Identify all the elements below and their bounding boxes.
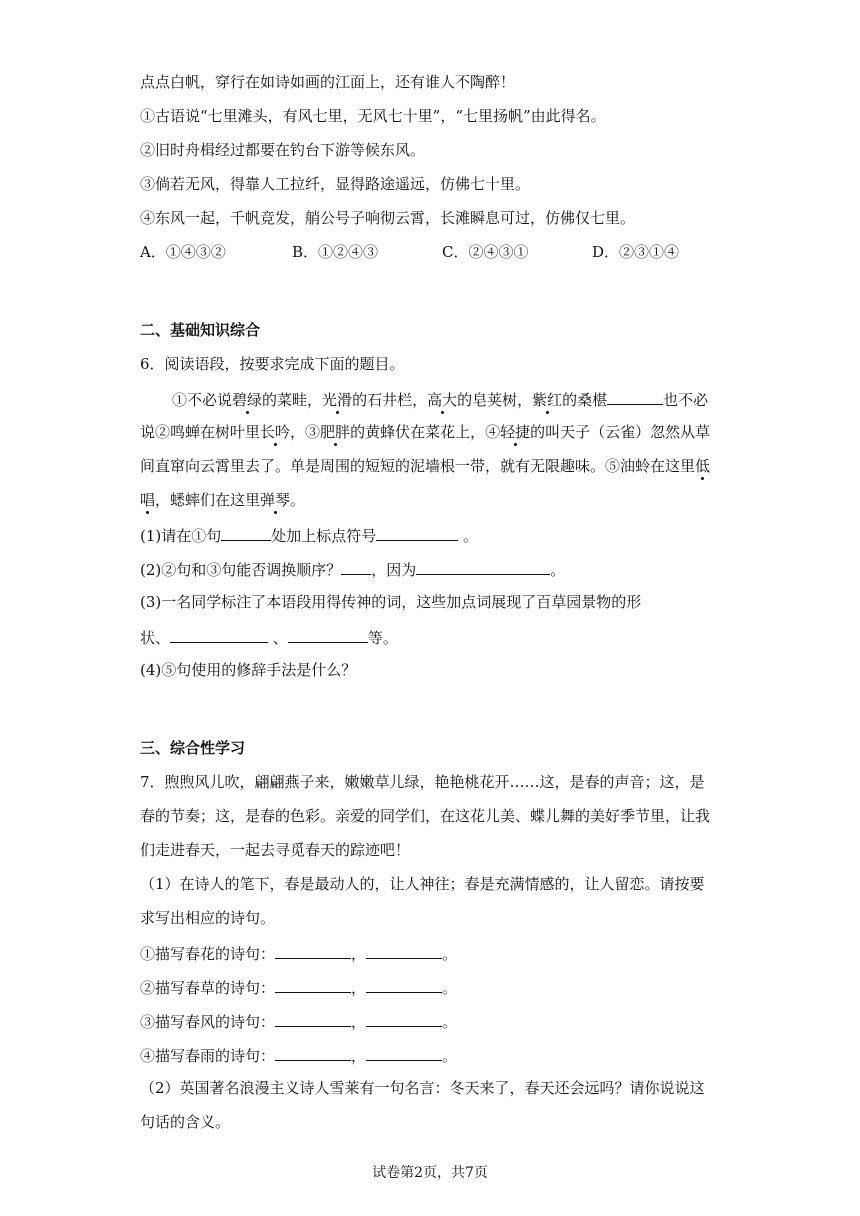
sub-text: ，因为: [371, 561, 417, 579]
answer-blank[interactable]: [221, 524, 271, 541]
poem-line-rain: [140, 1044, 457, 1066]
passage-text: 也不必: [663, 391, 709, 409]
dotted-word: 低: [695, 457, 711, 475]
poem-prompt: ②描写春草的诗句：: [140, 979, 276, 997]
dotted-word: 肥胖: [320, 423, 351, 441]
answer-blank[interactable]: [341, 558, 371, 575]
q6-passage-line-3: [140, 456, 710, 476]
q5-option-b[interactable]: B．①②④③: [292, 243, 379, 261]
answer-blank[interactable]: [288, 626, 368, 643]
q5-item-4: ④东风一起，千帆竞发，艄公号子响彻云霄，长滩瞬息可过，仿佛仅七里。: [140, 209, 636, 227]
answer-blank[interactable]: [275, 976, 351, 993]
sub-text: 。: [463, 527, 479, 545]
dotted-word: 光滑: [322, 391, 353, 409]
dotted-word: 弹琴: [260, 491, 291, 509]
answer-blank[interactable]: [170, 626, 268, 643]
passage-text: 的皂荚树，: [457, 391, 533, 409]
passage-text: 的桑椹: [562, 391, 608, 409]
q6-sub2: [140, 558, 565, 580]
dotted-word: 碧绿: [232, 391, 263, 409]
punctuation-blank[interactable]: [607, 388, 663, 405]
q7-line-1: 7．煦煦风儿吹，翩翩燕子来，嫩嫩草儿绿，艳艳桃花开……这，是春的声音；这，是: [140, 773, 705, 791]
q6-sub1: [140, 524, 478, 546]
sub-text: (1)请在①句: [140, 527, 222, 545]
answer-blank[interactable]: [275, 942, 351, 959]
q6-stem: 6．阅读语段，按要求完成下面的题目。: [140, 355, 405, 373]
dotted-word: 唱: [140, 491, 156, 509]
passage-text: 的菜畦，: [262, 391, 323, 409]
poem-comma: ，: [351, 1047, 367, 1065]
sub-text: 、: [272, 629, 288, 647]
q5-intro-tail: 点点白帆，穿行在如诗如画的江面上，还有谁人不陶醉！: [140, 73, 516, 91]
q5-option-a[interactable]: A．①④③②: [140, 243, 226, 261]
passage-text: 的石井栏，: [352, 391, 428, 409]
poem-period: 。: [442, 1013, 458, 1031]
q7-line-2: 春的节奏；这，是春的色彩。亲爱的同学们，在这花儿美、蝶儿舞的美好季节里，让我: [140, 807, 711, 825]
sub-text: 等。: [367, 629, 398, 647]
q7-sub2-line-1: （2）英国著名浪漫主义诗人雪莱有一句名言：冬天来了，春天还会远吗？请你说说这: [140, 1079, 705, 1097]
poem-period: 。: [442, 979, 458, 997]
poem-line-flower: [140, 942, 457, 964]
dotted-word: 紫红: [532, 391, 563, 409]
poem-prompt: ①描写春花的诗句：: [140, 945, 276, 963]
dotted-word: 长吟: [260, 423, 291, 441]
poem-line-grass: [140, 976, 457, 998]
poem-line-wind: [140, 1010, 457, 1032]
q6-sub3-line-1: (3)一名同学标注了本语段用得传神的词，这些加点词展现了百草园景物的形: [140, 593, 642, 611]
q5-item-3: ③倘若无风，得靠人工拉纤，显得路途遥远，仿佛七十里。: [140, 175, 531, 193]
poem-comma: ，: [351, 979, 367, 997]
passage-text: 的黄蜂伏在菜花上，④: [350, 423, 501, 441]
q6-sub4: (4)⑤句使用的修辞手法是什么？: [140, 661, 357, 679]
q7-line-3: 们走进春天，一起去寻觅春天的踪迹吧！: [140, 841, 411, 859]
dotted-word: 轻捷: [500, 423, 531, 441]
poem-prompt: ③描写春风的诗句：: [140, 1013, 276, 1031]
section2-title: 二、基础知识综合: [140, 321, 261, 339]
q5-item-2: ②旧时舟楫经过都要在钓台下游等候东风。: [140, 141, 426, 159]
poem-period: 。: [442, 1047, 458, 1065]
poem-comma: ，: [351, 1013, 367, 1031]
q6-passage-line-2: [140, 422, 710, 442]
poem-prompt: ④描写春雨的诗句：: [140, 1047, 276, 1065]
passage-text: 间直窜向云霄里去了。单是周围的短短的泥墙根一带，就有无限趣味。⑤油蛉在这里: [140, 457, 696, 475]
poem-period: 。: [442, 945, 458, 963]
page-footer: 试卷第2页，共7页: [372, 1165, 488, 1181]
answer-blank[interactable]: [366, 1044, 442, 1061]
q7-sub1-line-1: （1）在诗人的笔下，春是最动人的，让人神往；春是充满情感的，让人留恋。请按要: [140, 875, 705, 893]
dotted-word: 高大: [427, 391, 458, 409]
section3-title: 三、综合性学习: [140, 739, 246, 757]
passage-text: 的叫天子（云雀）忽然从草: [530, 423, 711, 441]
q7-sub1-line-2: 求写出相应的诗句。: [140, 909, 276, 927]
sub-text: 状、: [140, 629, 171, 647]
sub-text: 。: [550, 561, 566, 579]
q6-passage-line-1: [172, 388, 708, 410]
passage-text: ，③: [290, 423, 321, 441]
q5-item-1: ①古语说“七里滩头，有风七里，无风七十里”，“七里扬帆”由此得名。: [140, 107, 606, 125]
answer-blank[interactable]: [366, 942, 442, 959]
passage-text: 。: [290, 491, 306, 509]
answer-blank[interactable]: [275, 1010, 351, 1027]
q6-passage-line-4: [140, 490, 305, 510]
poem-comma: ，: [351, 945, 367, 963]
answer-blank[interactable]: [376, 524, 458, 541]
passage-text: ，蟋蟀们在这里: [155, 491, 261, 509]
answer-blank[interactable]: [416, 558, 550, 575]
sub-text: (2)②句和③句能否调换顺序？: [140, 561, 342, 579]
q5-option-c[interactable]: C．②④③①: [442, 243, 529, 261]
sub-text: 处加上标点符号: [271, 527, 377, 545]
q6-sub3-line-2: [140, 626, 398, 648]
q7-sub2-line-2: 句话的含义。: [140, 1113, 231, 1131]
answer-blank[interactable]: [366, 976, 442, 993]
q5-options: [140, 242, 679, 262]
answer-blank[interactable]: [275, 1044, 351, 1061]
q5-option-d[interactable]: D．②③①④: [592, 243, 680, 261]
passage-text: ①不必说: [172, 391, 233, 409]
passage-text: 说②鸣蝉在树叶里: [140, 423, 261, 441]
answer-blank[interactable]: [366, 1010, 442, 1027]
